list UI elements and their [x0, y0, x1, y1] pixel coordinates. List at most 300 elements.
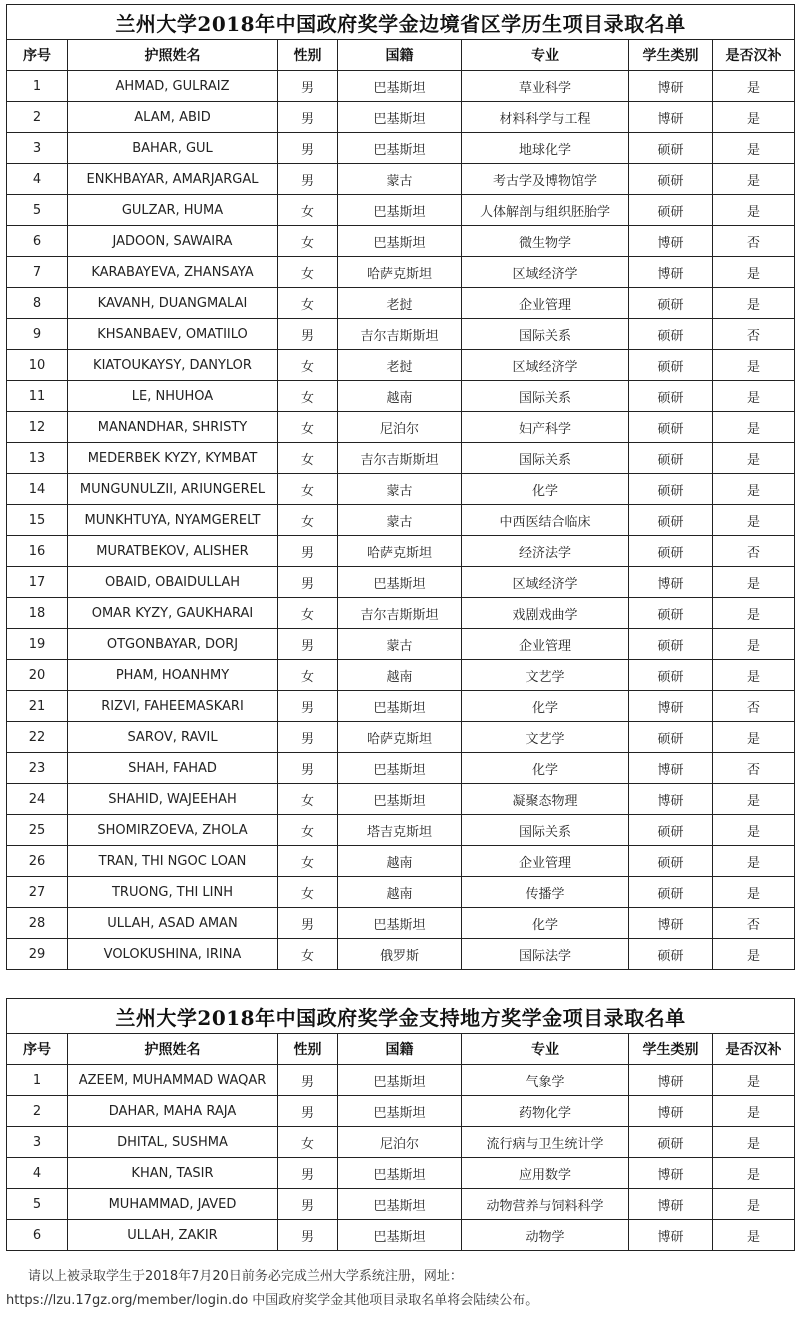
cell-gender: 女: [278, 288, 338, 319]
cell-passport-name: DAHAR, MAHA RAJA: [68, 1096, 278, 1127]
cell-major: 微生物学: [462, 226, 629, 257]
cell-nationality: 尼泊尔: [338, 412, 462, 443]
cell-serial-number: 17: [7, 567, 68, 598]
cell-major: 戏剧戏曲学: [462, 598, 629, 629]
cell-chinese-supplement: 是: [713, 1127, 795, 1158]
cell-serial-number: 13: [7, 443, 68, 474]
cell-major: 妇产科学: [462, 412, 629, 443]
cell-serial-number: 4: [7, 164, 68, 195]
table-row: [7, 1220, 795, 1251]
cell-gender: 女: [278, 257, 338, 288]
cell-major: 化学: [462, 908, 629, 939]
cell-nationality: 塔吉克斯坦: [338, 815, 462, 846]
cell-student-category: 博研: [629, 1158, 713, 1189]
table-row: [7, 133, 795, 164]
cell-major: 凝聚态物理: [462, 784, 629, 815]
cell-major: 国际关系: [462, 443, 629, 474]
cell-passport-name: DHITAL, SUSHMA: [68, 1127, 278, 1158]
cell-major: 人体解剖与组织胚胎学: [462, 195, 629, 226]
cell-serial-number: 16: [7, 536, 68, 567]
table-row: [7, 691, 795, 722]
cell-student-category: 硕研: [629, 815, 713, 846]
cell-chinese-supplement: 否: [713, 536, 795, 567]
cell-gender: 女: [278, 381, 338, 412]
cell-chinese-supplement: 是: [713, 257, 795, 288]
table-row: [7, 412, 795, 443]
cell-major: 文艺学: [462, 722, 629, 753]
cell-chinese-supplement: 是: [713, 815, 795, 846]
column-header-nationality: 国籍: [338, 40, 462, 71]
table-row: [7, 1127, 795, 1158]
cell-nationality: 巴基斯坦: [338, 226, 462, 257]
cell-gender: 女: [278, 474, 338, 505]
cell-chinese-supplement: 否: [713, 226, 795, 257]
cell-gender: 女: [278, 877, 338, 908]
cell-passport-name: TRUONG, THI LINH: [68, 877, 278, 908]
cell-chinese-supplement: 是: [713, 939, 795, 970]
cell-serial-number: 18: [7, 598, 68, 629]
table-row: [7, 536, 795, 567]
table-row: [7, 1065, 795, 1096]
cell-nationality: 越南: [338, 660, 462, 691]
cell-student-category: 硕研: [629, 195, 713, 226]
cell-serial-number: 12: [7, 412, 68, 443]
cell-major: 企业管理: [462, 288, 629, 319]
cell-passport-name: GULZAR, HUMA: [68, 195, 278, 226]
cell-nationality: 巴基斯坦: [338, 691, 462, 722]
cell-student-category: 博研: [629, 753, 713, 784]
column-header-nationality: 国籍: [338, 1034, 462, 1065]
cell-student-category: 硕研: [629, 474, 713, 505]
cell-major: 草业科学: [462, 71, 629, 102]
table-row: [7, 908, 795, 939]
cell-nationality: 越南: [338, 877, 462, 908]
cell-chinese-supplement: 是: [713, 598, 795, 629]
cell-gender: 男: [278, 629, 338, 660]
cell-major: 区域经济学: [462, 350, 629, 381]
cell-nationality: 巴基斯坦: [338, 1096, 462, 1127]
cell-student-category: 硕研: [629, 846, 713, 877]
cell-gender: 男: [278, 319, 338, 350]
table-row: [7, 939, 795, 970]
cell-passport-name: ENKHBAYAR, AMARJARGAL: [68, 164, 278, 195]
cell-passport-name: TRAN, THI NGOC LOAN: [68, 846, 278, 877]
cell-major: 区域经济学: [462, 257, 629, 288]
table-row: [7, 71, 795, 102]
cell-student-category: 硕研: [629, 629, 713, 660]
cell-serial-number: 25: [7, 815, 68, 846]
cell-major: 应用数学: [462, 1158, 629, 1189]
table-row: [7, 846, 795, 877]
cell-nationality: 蒙古: [338, 474, 462, 505]
cell-passport-name: AHMAD, GULRAIZ: [68, 71, 278, 102]
cell-gender: 男: [278, 1189, 338, 1220]
cell-serial-number: 4: [7, 1158, 68, 1189]
cell-chinese-supplement: 是: [713, 381, 795, 412]
cell-gender: 女: [278, 939, 338, 970]
cell-nationality: 哈萨克斯坦: [338, 257, 462, 288]
cell-passport-name: SAROV, RAVIL: [68, 722, 278, 753]
cell-passport-name: SHAH, FAHAD: [68, 753, 278, 784]
cell-passport-name: ULLAH, ASAD AMAN: [68, 908, 278, 939]
cell-serial-number: 2: [7, 1096, 68, 1127]
cell-serial-number: 1: [7, 1065, 68, 1096]
cell-student-category: 硕研: [629, 319, 713, 350]
cell-serial-number: 15: [7, 505, 68, 536]
cell-student-category: 硕研: [629, 877, 713, 908]
cell-passport-name: PHAM, HOANHMY: [68, 660, 278, 691]
admission-table-local-support: [6, 998, 795, 1251]
cell-chinese-supplement: 是: [713, 1065, 795, 1096]
cell-gender: 男: [278, 1065, 338, 1096]
cell-student-category: 硕研: [629, 1127, 713, 1158]
cell-gender: 男: [278, 908, 338, 939]
column-header-chinese-supplement: 是否汉补: [713, 40, 795, 71]
cell-nationality: 哈萨克斯坦: [338, 536, 462, 567]
cell-student-category: 硕研: [629, 722, 713, 753]
cell-chinese-supplement: 否: [713, 753, 795, 784]
cell-nationality: 巴基斯坦: [338, 1189, 462, 1220]
cell-gender: 男: [278, 102, 338, 133]
cell-serial-number: 3: [7, 133, 68, 164]
cell-passport-name: JADOON, SAWAIRA: [68, 226, 278, 257]
registration-note: 请以上被录取学生于2018年7月20日前务必完成兰州大学系统注册，网址：: [28, 1269, 463, 1284]
cell-student-category: 博研: [629, 1189, 713, 1220]
cell-gender: 女: [278, 784, 338, 815]
cell-chinese-supplement: 是: [713, 350, 795, 381]
cell-major: 国际关系: [462, 319, 629, 350]
cell-chinese-supplement: 是: [713, 71, 795, 102]
cell-gender: 女: [278, 505, 338, 536]
cell-major: 化学: [462, 691, 629, 722]
cell-passport-name: MUHAMMAD, JAVED: [68, 1189, 278, 1220]
cell-nationality: 俄罗斯: [338, 939, 462, 970]
cell-nationality: 吉尔吉斯斯坦: [338, 319, 462, 350]
cell-serial-number: 20: [7, 660, 68, 691]
cell-nationality: 尼泊尔: [338, 1127, 462, 1158]
cell-serial-number: 3: [7, 1127, 68, 1158]
cell-student-category: 博研: [629, 1065, 713, 1096]
table-row: [7, 1096, 795, 1127]
table-row: [7, 443, 795, 474]
cell-passport-name: MURATBEKOV, ALISHER: [68, 536, 278, 567]
cell-major: 流行病与卫生统计学: [462, 1127, 629, 1158]
cell-nationality: 蒙古: [338, 164, 462, 195]
cell-chinese-supplement: 是: [713, 474, 795, 505]
cell-passport-name: MANANDHAR, SHRISTY: [68, 412, 278, 443]
cell-serial-number: 27: [7, 877, 68, 908]
cell-serial-number: 9: [7, 319, 68, 350]
table-row: [7, 319, 795, 350]
cell-serial-number: 28: [7, 908, 68, 939]
cell-gender: 男: [278, 1220, 338, 1251]
cell-nationality: 哈萨克斯坦: [338, 722, 462, 753]
cell-student-category: 博研: [629, 226, 713, 257]
cell-gender: 男: [278, 1096, 338, 1127]
cell-chinese-supplement: 是: [713, 784, 795, 815]
cell-chinese-supplement: 是: [713, 846, 795, 877]
cell-nationality: 越南: [338, 846, 462, 877]
cell-major: 中西医结合临床: [462, 505, 629, 536]
cell-chinese-supplement: 是: [713, 412, 795, 443]
cell-serial-number: 5: [7, 1189, 68, 1220]
cell-nationality: 巴基斯坦: [338, 71, 462, 102]
table-row: [7, 226, 795, 257]
cell-major: 企业管理: [462, 629, 629, 660]
cell-passport-name: ALAM, ABID: [68, 102, 278, 133]
cell-student-category: 硕研: [629, 598, 713, 629]
cell-chinese-supplement: 是: [713, 443, 795, 474]
cell-major: 企业管理: [462, 846, 629, 877]
table-row: [7, 257, 795, 288]
column-header-passport-name: 护照姓名: [68, 40, 278, 71]
cell-student-category: 博研: [629, 1220, 713, 1251]
cell-chinese-supplement: 是: [713, 102, 795, 133]
cell-serial-number: 26: [7, 846, 68, 877]
cell-passport-name: KARABAYEVA, ZHANSAYA: [68, 257, 278, 288]
cell-student-category: 硕研: [629, 505, 713, 536]
cell-student-category: 硕研: [629, 660, 713, 691]
cell-gender: 男: [278, 753, 338, 784]
cell-nationality: 老挝: [338, 288, 462, 319]
cell-serial-number: 11: [7, 381, 68, 412]
table-row: [7, 195, 795, 226]
table-header-row: [7, 40, 795, 71]
cell-serial-number: 14: [7, 474, 68, 505]
registration-url-note: https://lzu.17gz.org/member/login.do 中国政府奖学金其他项目录取名单将会陆续公布。: [6, 1293, 539, 1308]
cell-student-category: 硕研: [629, 412, 713, 443]
cell-chinese-supplement: 是: [713, 164, 795, 195]
cell-student-category: 博研: [629, 257, 713, 288]
cell-chinese-supplement: 是: [713, 1189, 795, 1220]
cell-passport-name: MUNKHTUYA, NYAMGERELT: [68, 505, 278, 536]
cell-passport-name: KHAN, TASIR: [68, 1158, 278, 1189]
cell-gender: 男: [278, 536, 338, 567]
cell-student-category: 博研: [629, 908, 713, 939]
cell-serial-number: 22: [7, 722, 68, 753]
cell-gender: 男: [278, 71, 338, 102]
cell-chinese-supplement: 是: [713, 660, 795, 691]
table-row: [7, 505, 795, 536]
cell-gender: 男: [278, 567, 338, 598]
cell-passport-name: KAVANH, DUANGMALAI: [68, 288, 278, 319]
cell-chinese-supplement: 否: [713, 319, 795, 350]
table-row: [7, 567, 795, 598]
cell-serial-number: 2: [7, 102, 68, 133]
cell-chinese-supplement: 是: [713, 1220, 795, 1251]
cell-gender: 女: [278, 1127, 338, 1158]
cell-major: 化学: [462, 474, 629, 505]
cell-chinese-supplement: 是: [713, 1096, 795, 1127]
cell-passport-name: MUNGUNULZII, ARIUNGEREL: [68, 474, 278, 505]
cell-nationality: 越南: [338, 381, 462, 412]
table-title: 兰州大学2018年中国政府奖学金边境省区学历生项目录取名单: [7, 5, 795, 40]
cell-chinese-supplement: 是: [713, 877, 795, 908]
cell-nationality: 巴基斯坦: [338, 102, 462, 133]
cell-student-category: 硕研: [629, 133, 713, 164]
cell-major: 经济法学: [462, 536, 629, 567]
cell-gender: 男: [278, 164, 338, 195]
cell-serial-number: 1: [7, 71, 68, 102]
cell-gender: 男: [278, 1158, 338, 1189]
cell-student-category: 硕研: [629, 350, 713, 381]
cell-gender: 女: [278, 350, 338, 381]
column-header-gender: 性别: [278, 40, 338, 71]
cell-serial-number: 6: [7, 226, 68, 257]
cell-chinese-supplement: 否: [713, 908, 795, 939]
cell-chinese-supplement: 是: [713, 629, 795, 660]
cell-nationality: 老挝: [338, 350, 462, 381]
cell-nationality: 巴基斯坦: [338, 1220, 462, 1251]
cell-student-category: 博研: [629, 71, 713, 102]
column-header-chinese-supplement: 是否汉补: [713, 1034, 795, 1065]
cell-passport-name: MEDERBEK KYZY, KYMBAT: [68, 443, 278, 474]
cell-gender: 男: [278, 691, 338, 722]
table-row: [7, 1158, 795, 1189]
cell-serial-number: 29: [7, 939, 68, 970]
cell-nationality: 巴基斯坦: [338, 753, 462, 784]
cell-serial-number: 23: [7, 753, 68, 784]
cell-serial-number: 19: [7, 629, 68, 660]
table-title: 兰州大学2018年中国政府奖学金支持地方奖学金项目录取名单: [7, 999, 795, 1034]
cell-nationality: 巴基斯坦: [338, 195, 462, 226]
cell-major: 地球化学: [462, 133, 629, 164]
cell-student-category: 博研: [629, 691, 713, 722]
table-row: [7, 474, 795, 505]
column-header-major: 专业: [462, 40, 629, 71]
cell-passport-name: KIATOUKAYSY, DANYLOR: [68, 350, 278, 381]
cell-passport-name: ULLAH, ZAKIR: [68, 1220, 278, 1251]
cell-chinese-supplement: 是: [713, 195, 795, 226]
cell-passport-name: RIZVI, FAHEEMASKARI: [68, 691, 278, 722]
cell-gender: 女: [278, 443, 338, 474]
cell-chinese-supplement: 否: [713, 691, 795, 722]
cell-major: 药物化学: [462, 1096, 629, 1127]
cell-nationality: 巴基斯坦: [338, 784, 462, 815]
cell-major: 区域经济学: [462, 567, 629, 598]
cell-gender: 女: [278, 660, 338, 691]
cell-major: 文艺学: [462, 660, 629, 691]
cell-student-category: 博研: [629, 567, 713, 598]
cell-passport-name: KHSANBAEV, OMATIILO: [68, 319, 278, 350]
admission-table-border-provinces: [6, 4, 795, 970]
table-row: [7, 629, 795, 660]
cell-gender: 女: [278, 226, 338, 257]
column-header-serial-number: 序号: [7, 1034, 68, 1065]
column-header-gender: 性别: [278, 1034, 338, 1065]
cell-major: 传播学: [462, 877, 629, 908]
cell-major: 化学: [462, 753, 629, 784]
cell-student-category: 硕研: [629, 939, 713, 970]
cell-serial-number: 5: [7, 195, 68, 226]
cell-major: 材料科学与工程: [462, 102, 629, 133]
cell-student-category: 博研: [629, 102, 713, 133]
cell-serial-number: 24: [7, 784, 68, 815]
cell-nationality: 巴基斯坦: [338, 1065, 462, 1096]
cell-major: 国际法学: [462, 939, 629, 970]
cell-major: 国际关系: [462, 815, 629, 846]
cell-student-category: 博研: [629, 784, 713, 815]
table-row: [7, 598, 795, 629]
cell-passport-name: VOLOKUSHINA, IRINA: [68, 939, 278, 970]
cell-passport-name: OMAR KYZY, GAUKHARAI: [68, 598, 278, 629]
column-header-serial-number: 序号: [7, 40, 68, 71]
table-row: [7, 753, 795, 784]
cell-passport-name: SHOMIRZOEVA, ZHOLA: [68, 815, 278, 846]
cell-nationality: 蒙古: [338, 505, 462, 536]
table-row: [7, 381, 795, 412]
cell-serial-number: 10: [7, 350, 68, 381]
cell-student-category: 硕研: [629, 164, 713, 195]
cell-chinese-supplement: 是: [713, 288, 795, 319]
cell-gender: 女: [278, 846, 338, 877]
table-row: [7, 660, 795, 691]
cell-student-category: 博研: [629, 1096, 713, 1127]
cell-nationality: 巴基斯坦: [338, 1158, 462, 1189]
cell-major: 气象学: [462, 1065, 629, 1096]
column-header-student-category: 学生类别: [629, 1034, 713, 1065]
table-row: [7, 784, 795, 815]
cell-student-category: 硕研: [629, 288, 713, 319]
cell-serial-number: 8: [7, 288, 68, 319]
cell-gender: 女: [278, 195, 338, 226]
cell-passport-name: LE, NHUHOA: [68, 381, 278, 412]
cell-major: 动物营养与饲料科学: [462, 1189, 629, 1220]
table-row: [7, 722, 795, 753]
column-header-major: 专业: [462, 1034, 629, 1065]
cell-gender: 女: [278, 815, 338, 846]
cell-nationality: 巴基斯坦: [338, 567, 462, 598]
table-row: [7, 102, 795, 133]
cell-student-category: 硕研: [629, 443, 713, 474]
cell-passport-name: OTGONBAYAR, DORJ: [68, 629, 278, 660]
cell-passport-name: BAHAR, GUL: [68, 133, 278, 164]
cell-serial-number: 6: [7, 1220, 68, 1251]
column-header-student-category: 学生类别: [629, 40, 713, 71]
cell-chinese-supplement: 是: [713, 567, 795, 598]
cell-major: 国际关系: [462, 381, 629, 412]
cell-chinese-supplement: 是: [713, 722, 795, 753]
cell-nationality: 蒙古: [338, 629, 462, 660]
table-row: [7, 877, 795, 908]
cell-chinese-supplement: 是: [713, 133, 795, 164]
cell-chinese-supplement: 是: [713, 1158, 795, 1189]
cell-chinese-supplement: 是: [713, 505, 795, 536]
cell-major: 考古学及博物馆学: [462, 164, 629, 195]
cell-student-category: 硕研: [629, 381, 713, 412]
cell-major: 动物学: [462, 1220, 629, 1251]
cell-passport-name: SHAHID, WAJEEHAH: [68, 784, 278, 815]
cell-gender: 女: [278, 412, 338, 443]
cell-gender: 男: [278, 133, 338, 164]
column-header-passport-name: 护照姓名: [68, 1034, 278, 1065]
cell-student-category: 硕研: [629, 536, 713, 567]
table-row: [7, 350, 795, 381]
table-row: [7, 1189, 795, 1220]
cell-passport-name: AZEEM, MUHAMMAD WAQAR: [68, 1065, 278, 1096]
table-header-row: [7, 1034, 795, 1065]
table-row: [7, 288, 795, 319]
cell-nationality: 巴基斯坦: [338, 133, 462, 164]
cell-nationality: 吉尔吉斯斯坦: [338, 598, 462, 629]
table-row: [7, 815, 795, 846]
cell-gender: 女: [278, 598, 338, 629]
cell-passport-name: OBAID, OBAIDULLAH: [68, 567, 278, 598]
cell-nationality: 巴基斯坦: [338, 908, 462, 939]
cell-nationality: 吉尔吉斯斯坦: [338, 443, 462, 474]
cell-gender: 男: [278, 722, 338, 753]
cell-serial-number: 21: [7, 691, 68, 722]
